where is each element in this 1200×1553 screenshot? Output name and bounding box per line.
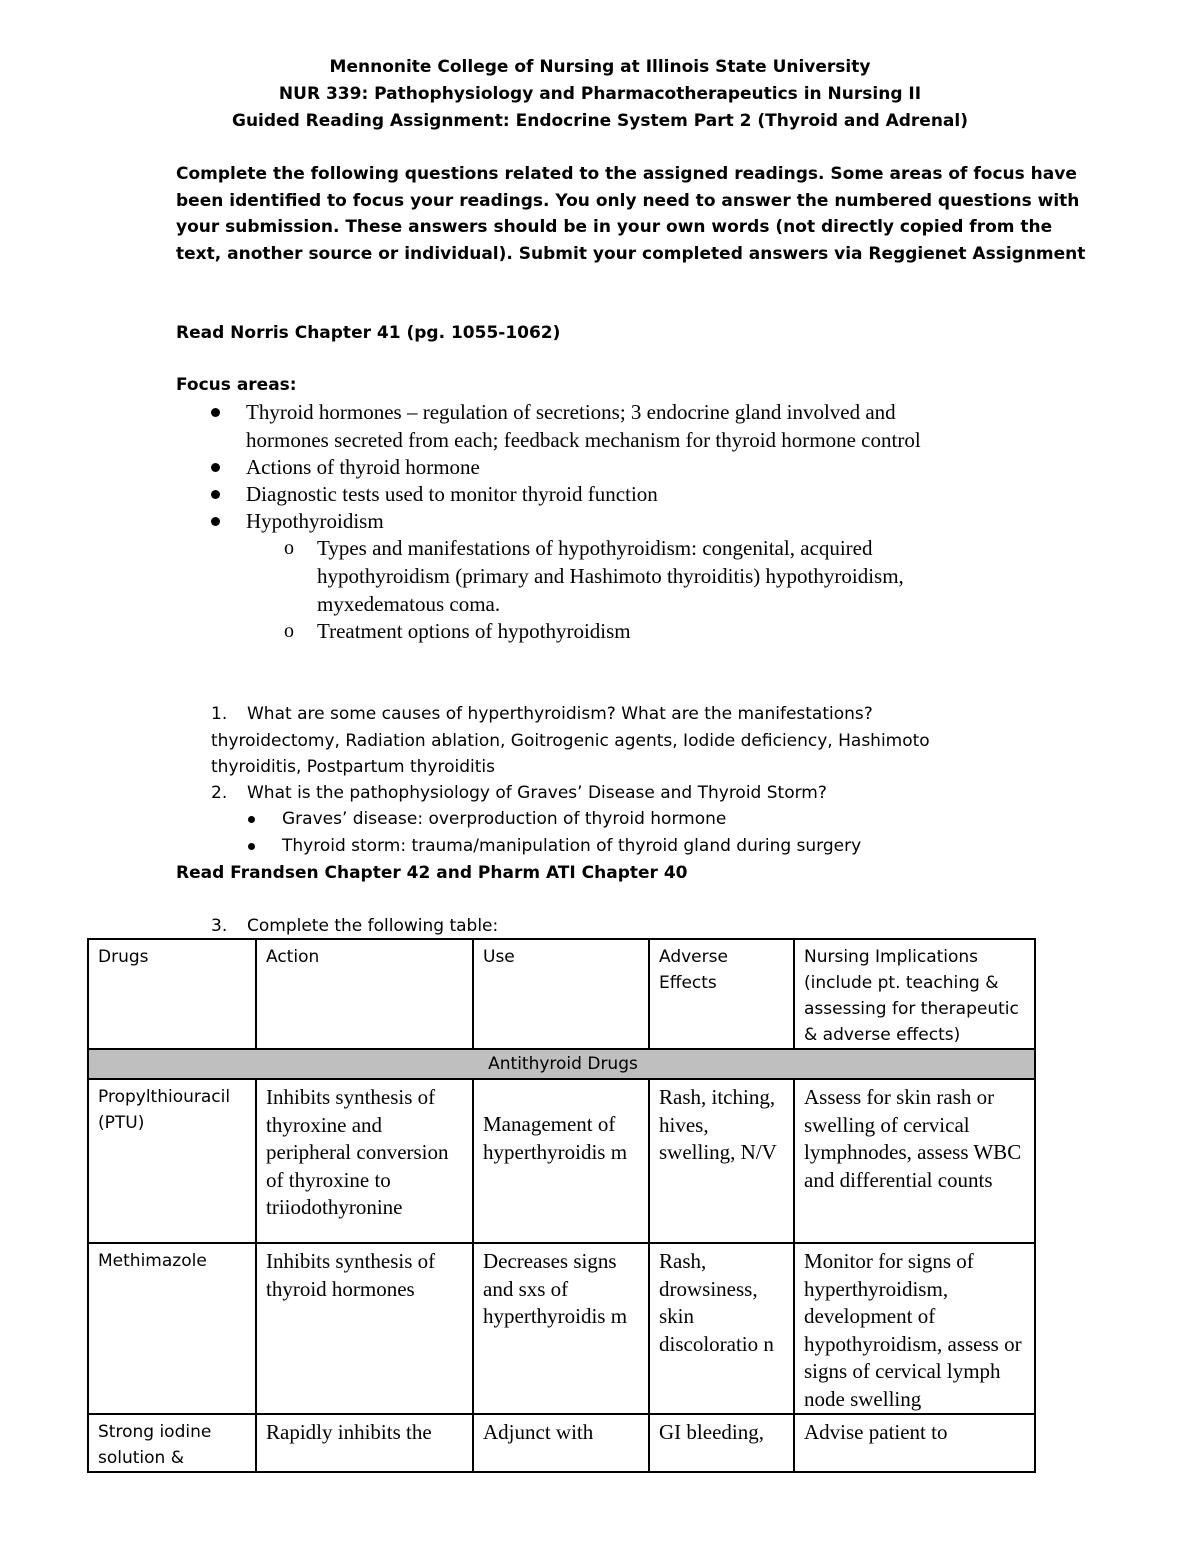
focus-item bbox=[246, 398, 1046, 454]
sub-item-line: myxedematous coma. bbox=[317, 592, 501, 616]
instructions-line: Complete the following questions related to the assigned readings. Some areas of focus have bbox=[176, 164, 1077, 184]
instructions bbox=[176, 161, 1086, 267]
bullet-icon bbox=[248, 843, 255, 850]
instructions-line: your submission. These answers should be in your own words (not directly copied from the bbox=[176, 217, 1053, 237]
bullet-icon bbox=[211, 490, 220, 499]
table-row bbox=[88, 1079, 1035, 1243]
sub-item-line: hypothyroidism (primary and Hashimoto thyroiditis) hypothyroidism, bbox=[317, 564, 904, 588]
focus-item-line: hormones secreted from each; feedback mechanism for thyroid hormone control bbox=[246, 428, 921, 452]
answer-bullet-text: Thyroid storm: trauma/manipulation of thyroid gland during surgery bbox=[282, 836, 862, 856]
sub-item bbox=[317, 534, 1017, 618]
sub-bullet-icon: o bbox=[284, 620, 294, 642]
drug-table bbox=[87, 938, 1036, 1473]
focus-areas-label: Focus areas: bbox=[176, 375, 297, 395]
nursing-cell: Advise patient to bbox=[794, 1414, 1035, 1472]
bullet-icon bbox=[248, 816, 255, 823]
use-cell-text: Management of hyperthyroidis m bbox=[483, 1112, 628, 1164]
table-row bbox=[88, 1243, 1035, 1414]
nursing-cell: Monitor for signs of hyperthyroidism, development of hypothyroidism, assess or signs of cervical lymph node swelling bbox=[794, 1243, 1035, 1414]
bullet-icon bbox=[211, 408, 220, 417]
header-action: Action bbox=[256, 939, 473, 1049]
header-drugs: Drugs bbox=[88, 939, 256, 1049]
drug-name-cell: Strong iodine solution & bbox=[88, 1414, 256, 1472]
bullet-icon bbox=[211, 517, 220, 526]
header-assignment-title: Guided Reading Assignment: Endocrine System Part 2 (Thyroid and Adrenal) bbox=[231, 111, 968, 131]
use-cell: Decreases signs and sxs of hyperthyroidis m bbox=[473, 1243, 649, 1414]
sub-item: Treatment options of hypothyroidism bbox=[317, 619, 631, 643]
header-institution: Mennonite College of Nursing at Illinois State University bbox=[329, 57, 871, 77]
table-row bbox=[88, 1414, 1035, 1472]
nursing-cell: Assess for skin rash or swelling of cervical lymphnodes, assess WBC and differential counts bbox=[794, 1079, 1035, 1243]
focus-item: Actions of thyroid hormone bbox=[246, 455, 480, 479]
table-section-row bbox=[88, 1049, 1035, 1079]
question-number: 1. bbox=[211, 704, 228, 724]
adverse-cell: Rash, itching, hives, swelling, N/V bbox=[649, 1079, 794, 1243]
action-cell: Rapidly inhibits the bbox=[256, 1414, 473, 1472]
adverse-cell: Rash, drowsiness, skin discoloratio n bbox=[649, 1243, 794, 1414]
instructions-line: text, another source or individual). Submit your completed answers via Reggienet Assignment bbox=[176, 243, 1086, 264]
question-text: Complete the following table: bbox=[247, 916, 499, 936]
header-adverse-effects: Adverse Effects bbox=[649, 939, 794, 1049]
answer-bullet-text: Graves’ disease: overproduction of thyroid hormone bbox=[282, 809, 727, 829]
use-cell bbox=[473, 1079, 649, 1243]
answer-text: thyroidectomy, Radiation ablation, Goitrogenic agents, Iodide deficiency, Hashimoto bbox=[211, 731, 930, 751]
question-text: What are some causes of hyperthyroidism? What are the manifestations? bbox=[247, 704, 873, 724]
action-cell: Inhibits synthesis of thyroxine and peripheral conversion of thyroxine to triiodothyronine bbox=[256, 1079, 473, 1243]
adverse-cell: GI bleeding, bbox=[649, 1414, 794, 1472]
sub-bullet-icon: o bbox=[284, 537, 294, 559]
section-antithyroid-drugs: Antithyroid Drugs bbox=[88, 1049, 1035, 1079]
table-header-row bbox=[88, 939, 1035, 1049]
reading-assignment-norris: Read Norris Chapter 41 (pg. 1055-1062) bbox=[176, 323, 561, 343]
focus-item: Diagnostic tests used to monitor thyroid function bbox=[246, 482, 658, 506]
drug-name-cell: Propylthiouracil (PTU) bbox=[88, 1079, 256, 1243]
use-cell: Adjunct with bbox=[473, 1414, 649, 1472]
header-course: NUR 339: Pathophysiology and Pharmacotherapeutics in Nursing II bbox=[278, 84, 922, 104]
question-number: 3. bbox=[211, 916, 228, 936]
reading-assignment-frandsen: Read Frandsen Chapter 42 and Pharm ATI Chapter 40 bbox=[176, 863, 688, 883]
instructions-line: been identified to focus your readings. You only need to answer the numbered questions with bbox=[176, 190, 1080, 211]
focus-item-line: Thyroid hormones – regulation of secretions; 3 endocrine gland involved and bbox=[246, 400, 896, 424]
question-text: What is the pathophysiology of Graves’ Disease and Thyroid Storm? bbox=[247, 783, 827, 803]
focus-item: Hypothyroidism bbox=[246, 509, 384, 533]
header-use: Use bbox=[473, 939, 649, 1049]
bullet-icon bbox=[211, 463, 220, 472]
sub-item-line: Types and manifestations of hypothyroidism: congenital, acquired bbox=[317, 536, 873, 560]
drug-name-cell: Methimazole bbox=[88, 1243, 256, 1414]
question-number: 2. bbox=[211, 783, 228, 803]
action-cell: Inhibits synthesis of thyroid hormones bbox=[256, 1243, 473, 1414]
answer-text: thyroiditis, Postpartum thyroiditis bbox=[211, 757, 495, 777]
header-nursing-implications: Nursing Implications (include pt. teaching & assessing for therapeutic & adverse effects) bbox=[794, 939, 1035, 1049]
